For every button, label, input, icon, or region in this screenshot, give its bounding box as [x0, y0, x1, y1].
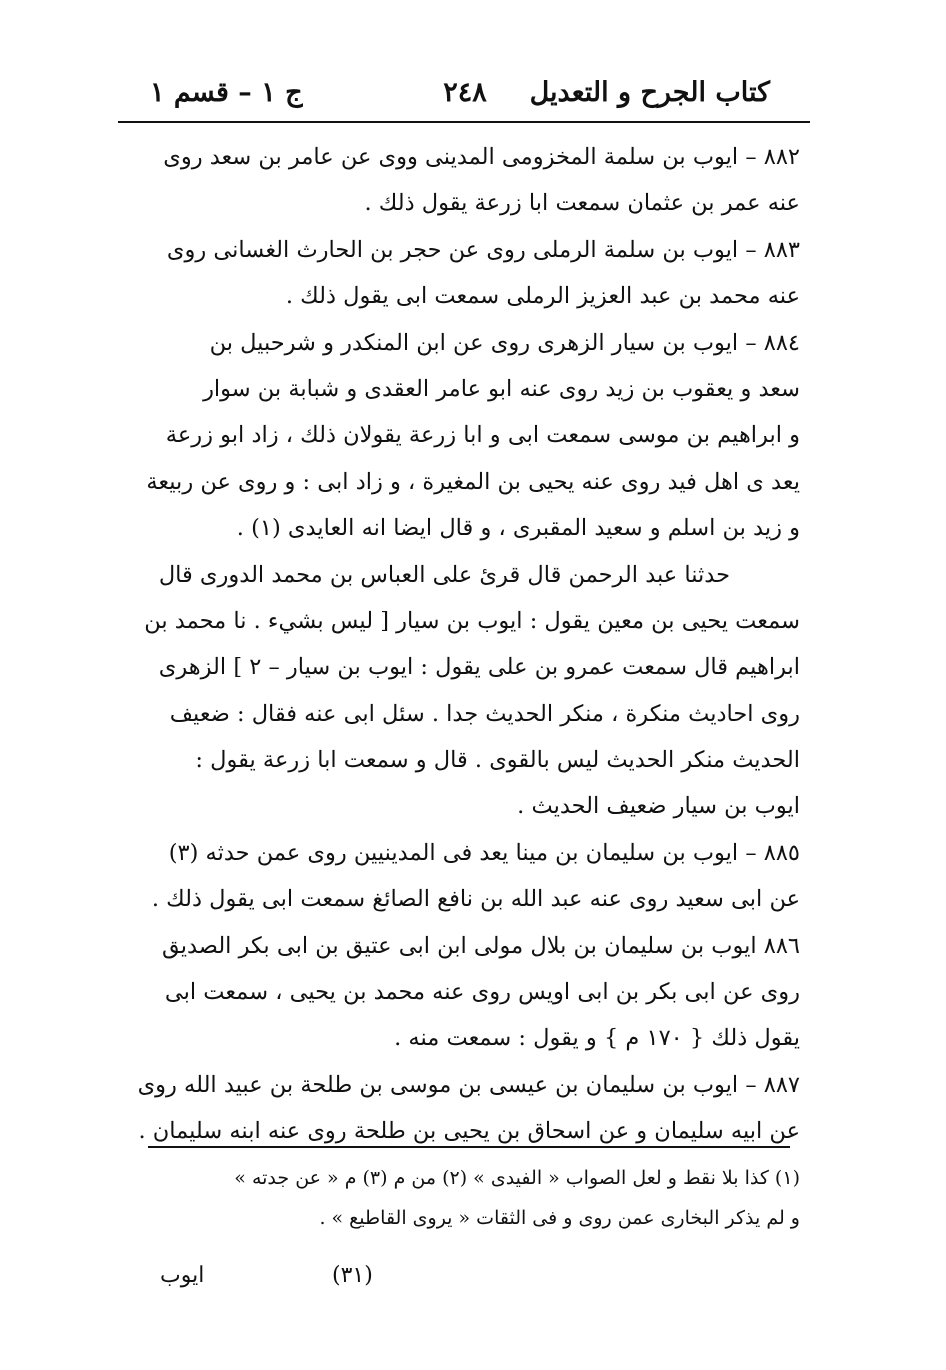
- text-line: و زيد بن اسلم و سعيد المقبرى ، و قال ايضا انه العايدى (١) .: [236, 515, 800, 542]
- text-line: و ابراهيم بن موسى سمعت ابى و ابا زرعة يقولان ذلك ، زاد ابو زرعة: [165, 422, 800, 449]
- text-line: عن ابى سعيد روى عنه عبد الله بن نافع الصائغ سمعت ابى يقول ذلك .: [151, 886, 800, 913]
- text-line: يقول ذلك { ١٧٠ م } و يقول : سمعت منه .: [394, 1025, 800, 1052]
- header-rule: [118, 121, 810, 123]
- text-line: ٨٨٣ – ايوب بن سلمة الرملى روى عن حجر بن الحارث الغسانى روى: [166, 236, 800, 263]
- footnotes: [140, 1158, 800, 1238]
- page-footer: [140, 1256, 460, 1296]
- footnote-line: و لم يذكر البخارى عمن روى و فى الثقات « يروى القاطيع » .: [319, 1207, 800, 1229]
- text-line: عنه محمد بن عبد العزيز الرملى سمعت ابى يقول ذلك .: [285, 283, 800, 310]
- text-line: الحديث منكر الحديث ليس بالقوى . قال و سمعت ابا زرعة يقول :: [195, 747, 800, 774]
- text-line: ٨٨٧ – ايوب بن سليمان بن عيسى بن موسى بن طلحة بن عبيد الله روى: [137, 1071, 800, 1098]
- footnote-line: (١) كذا بلا نقط و لعل الصواب « الفيدى » (٢) من م (٣) م « عن جدته »: [234, 1167, 800, 1189]
- page-number: ٢٤٨: [443, 77, 487, 108]
- footnote-rule: [148, 1146, 790, 1148]
- text-line: عن ابيه سليمان و عن اسحاق بن يحيى بن طلحة روى عنه ابنه سليمان .: [138, 1118, 800, 1145]
- text-line: روى عن ابى بكر بن ابى اويس روى عنه محمد بن يحيى ، سمعت ابى: [164, 979, 800, 1006]
- text-line: ٨٨٤ – ايوب بن سيار الزهرى روى عن ابن المنكدر و شرحبيل بن: [209, 329, 800, 356]
- text-line: حدثنا عبد الرحمن قال قرئ على العباس بن محمد الدورى قال: [158, 561, 730, 588]
- signature-mark: (٣١): [332, 1263, 373, 1288]
- running-header: [120, 70, 810, 116]
- text-line: ٨٨٦ ايوب بن سليمان بن بلال مولى ابن ابى عتيق بن ابى بكر الصديق: [161, 932, 800, 959]
- text-line: ابراهيم قال سمعت عمرو بن على يقول : ايوب بن سيار – ٢ ] الزهرى: [158, 654, 800, 681]
- book-title: كتاب الجرح و التعديل: [529, 77, 770, 108]
- text-line: سعد و يعقوب بن زيد روى عنه ابو عامر العقدى و شبابة بن سوار: [203, 375, 800, 402]
- text-line: ايوب بن سيار ضعيف الحديث .: [517, 793, 800, 820]
- text-line: روى احاديث منكرة ، منكر الحديث جدا . سئل ابى عنه فقال : ضعيف: [169, 700, 800, 727]
- text-line: ٨٨٥ – ايوب بن سليمان بن مينا يعد فى المدينيين روى عمن حدثه (٣): [168, 839, 800, 866]
- text-line: عنه عمر بن عثمان سمعت ابا زرعة يقول ذلك .: [364, 190, 800, 217]
- volume-part: ج ١ – قسم ١: [150, 77, 303, 108]
- text-line: يعد ى اهل فيد روى عنه يحيى بن المغيرة ، و زاد ابى : و روى عن ربيعة: [146, 468, 800, 495]
- catchword: ايوب: [160, 1263, 205, 1288]
- text-line: ٨٨٢ – ايوب بن سلمة المخزومى المدينى ووى عن عامر بن سعد روى: [163, 144, 800, 170]
- main-text: [130, 134, 800, 1155]
- text-line: سمعت يحيى بن معين يقول : ايوب بن سيار [ ليس بشيء . نا محمد بن: [144, 607, 800, 634]
